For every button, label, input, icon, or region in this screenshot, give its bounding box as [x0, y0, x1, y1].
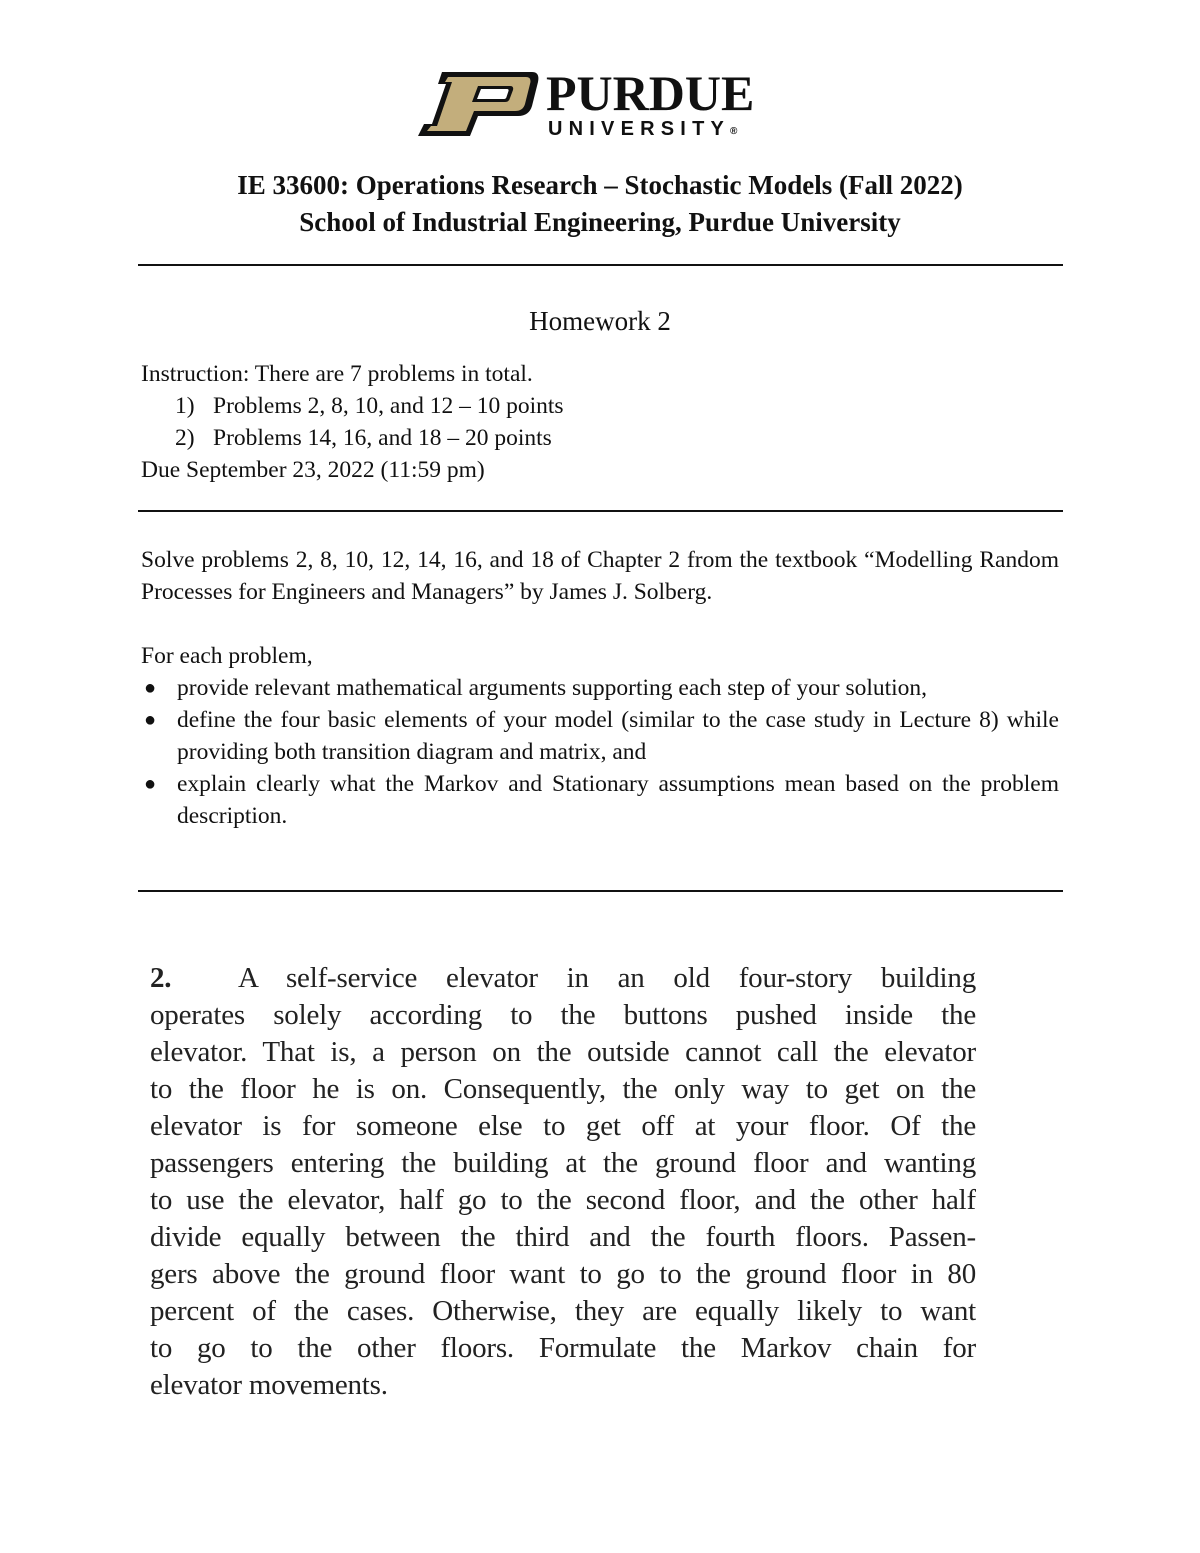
item-text: Problems 14, 16, and 18 – 20 points	[213, 425, 552, 451]
divider-bottom	[138, 890, 1063, 892]
problem-number: 2.	[150, 962, 172, 994]
registered-mark: ®	[730, 126, 738, 137]
divider-top	[138, 264, 1063, 266]
item-text: Problems 2, 8, 10, and 12 – 10 points	[213, 393, 564, 419]
item-number: 1)	[175, 393, 195, 419]
requirement-text: provide relevant mathematical arguments supporting each step of your solution,	[177, 675, 928, 701]
problem-line: percent of the cases. Otherwise, they are equally likely to want	[150, 1295, 976, 1327]
course-title: IE 33600: Operations Research – Stochastic Models (Fall 2022)	[237, 170, 963, 200]
instruction-item-1	[141, 390, 1061, 422]
due-date: Due September 23, 2022 (11:59 pm)	[141, 457, 485, 483]
problem-line-text: A self-service elevator in an old four-story building	[238, 962, 976, 994]
bullet-icon: ●	[144, 709, 157, 731]
problem-line: to the floor he is on. Consequently, the only way to get on the	[150, 1073, 976, 1105]
problem-line: divide equally between the third and the fourth floors. Passen-	[150, 1221, 976, 1253]
bullet-icon: ●	[144, 677, 157, 699]
problem-line: to use the elevator, half go to the second floor, and the other half	[150, 1184, 976, 1216]
problem-2-scan	[150, 960, 976, 1404]
purdue-wordmark: PURDUE	[546, 65, 755, 121]
requirement-item	[141, 704, 1059, 768]
requirement-item	[141, 768, 1059, 832]
requirements-block	[141, 640, 1059, 832]
school-title: School of Industrial Engineering, Purdue University	[299, 207, 901, 237]
requirement-item	[141, 672, 1059, 704]
university-text: UNIVERSITY	[548, 118, 731, 140]
requirements-lead: For each problem,	[141, 643, 313, 669]
problem-line	[150, 960, 976, 997]
solve-text: Solve problems 2, 8, 10, 12, 14, 16, and 18 of Chapter 2 from the textbook “Modelling Random Processes for Engineers and Managers” by James J. Solberg.	[141, 547, 1059, 605]
problem-line: elevator movements.	[150, 1369, 388, 1401]
item-number: 2)	[175, 425, 195, 451]
instruction-line: Instruction: There are 7 problems in total.	[141, 361, 533, 387]
requirement-text: explain clearly what the Markov and Stationary assumptions mean based on the problem description.	[177, 771, 1059, 829]
purdue-logo	[412, 65, 792, 140]
problem-line: elevator. That is, a person on the outside cannot call the elevator	[150, 1036, 976, 1068]
requirement-text: define the four basic elements of your model (similar to the case study in Lecture 8) while providing both transition diagram and matrix, and	[177, 707, 1059, 765]
problem-line: operates solely according to the buttons pushed inside the	[150, 999, 976, 1031]
problem-line: gers above the ground floor want to go to the ground floor in 80	[150, 1258, 976, 1290]
purdue-p-logo-icon	[412, 68, 540, 140]
bullet-icon: ●	[144, 773, 157, 795]
instruction-item-2	[141, 422, 1061, 454]
problem-line: to go to the other floors. Formulate the Markov chain for	[150, 1332, 976, 1364]
divider-middle	[138, 510, 1063, 512]
problem-line: passengers entering the building at the ground floor and wanting	[150, 1147, 976, 1179]
homework-title: Homework 2	[529, 306, 671, 336]
solve-paragraph	[141, 544, 1059, 608]
university-wordmark	[548, 118, 737, 143]
instructions-block	[141, 358, 1061, 486]
requirements-list	[141, 672, 1059, 832]
problem-line: elevator is for someone else to get off at your floor. Of the	[150, 1110, 976, 1142]
